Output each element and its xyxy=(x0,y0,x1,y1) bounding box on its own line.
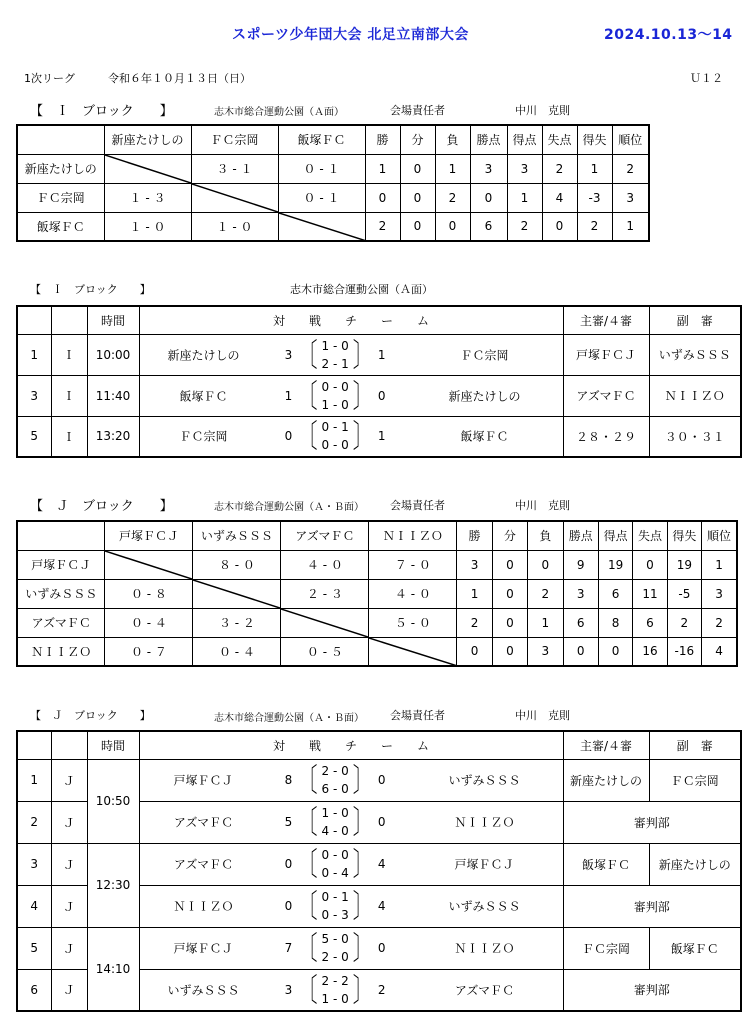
block-j-match-manager-label: 会場責任者 xyxy=(390,709,445,722)
team-name: ＮＩＩＺＯ xyxy=(17,637,105,666)
table-row xyxy=(17,927,741,969)
stat-points: 3 xyxy=(470,154,507,183)
table-row xyxy=(17,416,741,457)
stat-goals-against: 0 xyxy=(633,550,667,579)
col-no xyxy=(17,306,51,334)
half-2-score: 4 - 0 xyxy=(321,824,349,838)
stat-goals-against: 11 xyxy=(633,579,667,608)
match-time: 14:10 xyxy=(87,927,139,1011)
bracket-close: 〕 xyxy=(352,928,373,968)
age-category: Ｕ１２ xyxy=(690,72,723,85)
assistant-referee: ＦＣ宗岡 xyxy=(649,759,741,801)
match-result: ３ - ２ xyxy=(193,608,281,637)
stat-points: 3 xyxy=(563,579,598,608)
match-no: 4 xyxy=(17,885,51,927)
stat-goals-for: 3 xyxy=(507,154,542,183)
match-result: ２ - ３ xyxy=(281,579,369,608)
referee: ＦＣ宗岡 xyxy=(563,927,649,969)
match-date: 令和６年１０月１３日（日） xyxy=(108,72,251,85)
team-home: 戸塚ＦＣＪ xyxy=(173,773,234,788)
match-result: ５ - ０ xyxy=(369,608,457,637)
diagonal-cell xyxy=(191,183,278,212)
score-away: 4 xyxy=(377,899,386,913)
diagonal-cell xyxy=(104,154,191,183)
col-header: 勝 xyxy=(365,125,400,154)
stat-draw: 0 xyxy=(400,212,435,241)
table-row xyxy=(17,843,741,885)
stat-points: 0 xyxy=(470,183,507,212)
match-block: Ｊ xyxy=(51,759,87,801)
table-row xyxy=(17,550,737,579)
block-i-manager-label: 会場責任者 xyxy=(390,104,445,117)
col-match: 対 戦 チ ー ム xyxy=(139,306,563,334)
table-row xyxy=(17,212,649,241)
match-result: ３ - １ xyxy=(191,154,278,183)
match-pairing xyxy=(139,885,563,927)
team-name: ＦＣ宗岡 xyxy=(17,183,104,212)
score-box xyxy=(282,378,389,414)
bracket-close: 〕 xyxy=(352,760,373,800)
match-pairing xyxy=(139,334,563,375)
referee: 戸塚ＦＣＪ xyxy=(563,334,649,375)
col-header: ＮＩＩＺＯ xyxy=(369,521,457,550)
col-block xyxy=(51,306,87,334)
half-1-score: 0 - 1 xyxy=(321,890,349,904)
col-referee: 主審/４審 xyxy=(563,306,649,334)
assistant-referee: いずみＳＳＳ xyxy=(649,334,741,375)
half-1-score: 2 - 2 xyxy=(321,973,349,988)
col-time: 時間 xyxy=(87,731,139,759)
match-block: Ｉ xyxy=(51,416,87,457)
score-home: 3 xyxy=(284,347,293,362)
team-name: いずみＳＳＳ xyxy=(17,579,105,608)
referee-merged: 審判部 xyxy=(563,801,741,843)
match-block: Ｊ xyxy=(51,843,87,885)
team-away: 飯塚ＦＣ xyxy=(460,429,509,444)
bracket-open: 〔 xyxy=(297,760,318,800)
half-1-score: 1 - 0 xyxy=(321,338,349,353)
match-time: 12:30 xyxy=(87,843,139,927)
stat-goals-for: 2 xyxy=(507,212,542,241)
table-row xyxy=(17,334,741,375)
bracket-open: 〔 xyxy=(297,844,318,884)
col-header: 得点 xyxy=(507,125,542,154)
team-away: いずみＳＳＳ xyxy=(448,899,521,914)
table-row xyxy=(17,608,737,637)
match-result: ７ - ０ xyxy=(369,550,457,579)
block-j-venue: 志木市総合運動公園（Ａ・Ｂ面） xyxy=(214,502,364,513)
match-result: １ - ０ xyxy=(104,212,191,241)
team-away: ＦＣ宗岡 xyxy=(460,348,509,362)
block-j-match-label: 【 Ｊ ブロック 】 xyxy=(30,709,151,722)
team-away: 戸塚ＦＣＪ xyxy=(454,857,515,872)
stat-win: 0 xyxy=(457,637,492,666)
score-box xyxy=(282,418,389,454)
block-i-manager-name: 中川 克則 xyxy=(515,104,570,117)
col-header: 負 xyxy=(528,521,563,550)
stat-goal-diff: 1 xyxy=(577,154,612,183)
bracket-close: 〕 xyxy=(352,335,373,374)
score-away: 0 xyxy=(377,941,386,955)
match-time: 10:00 xyxy=(87,334,139,375)
half-2-score: 0 - 3 xyxy=(321,908,349,922)
assistant-referee: 新座たけしの xyxy=(649,843,741,885)
col-header: 得失 xyxy=(577,125,612,154)
table-row xyxy=(17,637,737,666)
half-2-score: 1 - 0 xyxy=(321,397,349,412)
team-name: 戸塚ＦＣＪ xyxy=(17,550,105,579)
corner-cell xyxy=(17,125,104,154)
stat-goals-for: 6 xyxy=(598,579,632,608)
col-header: 失点 xyxy=(633,521,667,550)
referee-merged: 審判部 xyxy=(563,885,741,927)
stat-rank: 2 xyxy=(702,608,737,637)
match-block: Ｉ xyxy=(51,334,87,375)
match-result: ０ - １ xyxy=(278,183,365,212)
match-no: 3 xyxy=(17,843,51,885)
stat-draw: 0 xyxy=(400,183,435,212)
bracket-open: 〔 xyxy=(297,802,318,842)
score-home: 8 xyxy=(284,773,293,787)
stat-goals-for: 0 xyxy=(598,637,632,666)
score-box xyxy=(282,762,389,798)
stat-win: 1 xyxy=(365,154,400,183)
diagonal-cell xyxy=(369,637,457,666)
half-2-score: 2 - 0 xyxy=(321,950,349,964)
referee: 新座たけしの xyxy=(563,759,649,801)
col-assistant: 副 審 xyxy=(649,731,741,759)
bracket-open: 〔 xyxy=(297,928,318,968)
stat-points: 6 xyxy=(470,212,507,241)
score-box xyxy=(282,804,389,840)
block-j-label: 【 Ｊ ブロック 】 xyxy=(30,499,173,514)
half-2-score: 0 - 0 xyxy=(321,438,349,453)
team-away: ＮＩＩＺＯ xyxy=(454,815,515,830)
team-name: 新座たけしの xyxy=(17,154,104,183)
block-i-match-venue: 志木市総合運動公園（Ａ面） xyxy=(290,283,433,296)
team-away: ＮＩＩＺＯ xyxy=(454,941,515,956)
table-header-row xyxy=(17,521,737,550)
diagonal-cell xyxy=(281,608,369,637)
table-header-row xyxy=(17,306,741,334)
col-assistant: 副 審 xyxy=(649,306,741,334)
score-away: 0 xyxy=(377,388,386,403)
assistant-referee: ＮＩＩＺＯ xyxy=(649,375,741,416)
bracket-open: 〔 xyxy=(297,886,318,926)
bracket-open: 〔 xyxy=(297,376,318,415)
bracket-open: 〔 xyxy=(297,970,318,1009)
table-row xyxy=(17,375,741,416)
table-row xyxy=(17,154,649,183)
match-time: 10:50 xyxy=(87,759,139,843)
col-header: 得点 xyxy=(598,521,632,550)
stat-goal-diff: -16 xyxy=(667,637,701,666)
block-j-standings-table xyxy=(16,520,738,667)
match-result: １ - ３ xyxy=(104,183,191,212)
match-pairing xyxy=(139,416,563,457)
col-header: 新座たけしの xyxy=(104,125,191,154)
col-header: 勝 xyxy=(457,521,492,550)
stat-win: 2 xyxy=(365,212,400,241)
match-result: ０ - ７ xyxy=(105,637,193,666)
block-i-label: 【 Ｉ ブロック 】 xyxy=(30,104,173,119)
stat-goal-diff: 19 xyxy=(667,550,701,579)
stat-loss: 1 xyxy=(435,154,470,183)
half-1-score: 0 - 0 xyxy=(321,848,349,862)
stat-draw: 0 xyxy=(492,608,527,637)
col-header: 分 xyxy=(492,521,527,550)
stat-goals-against: 0 xyxy=(542,212,577,241)
match-block: Ｊ xyxy=(51,969,87,1011)
stat-goal-diff: -3 xyxy=(577,183,612,212)
bracket-open: 〔 xyxy=(297,335,318,374)
match-result: ０ - ４ xyxy=(105,608,193,637)
score-away: 4 xyxy=(377,857,386,871)
stat-draw: 0 xyxy=(492,637,527,666)
col-header: 失点 xyxy=(542,125,577,154)
tournament-dates: 2024.10.13～14 xyxy=(604,27,733,43)
half-2-score: 6 - 0 xyxy=(321,782,349,796)
bracket-close: 〕 xyxy=(352,802,373,842)
team-away: 新座たけしの xyxy=(448,389,521,403)
match-result: ０ - ８ xyxy=(105,579,193,608)
match-pairing xyxy=(139,801,563,843)
league-label: 1次リーグ xyxy=(24,72,75,85)
stat-draw: 0 xyxy=(400,154,435,183)
stat-win: 1 xyxy=(457,579,492,608)
bracket-close: 〕 xyxy=(352,886,373,926)
stat-goals-for: 8 xyxy=(598,608,632,637)
page-title: スポーツ少年団大会 北足立南部大会 xyxy=(232,27,469,43)
referee: ２８・２９ xyxy=(563,416,649,457)
col-header: 順位 xyxy=(612,125,649,154)
stat-loss: 2 xyxy=(528,579,563,608)
col-header: 飯塚ＦＣ xyxy=(278,125,365,154)
stat-rank: 3 xyxy=(612,183,649,212)
block-i-standings-table xyxy=(16,124,650,242)
score-home: 7 xyxy=(284,941,293,955)
col-match: 対 戦 チ ー ム xyxy=(139,731,563,759)
half-2-score: 0 - 4 xyxy=(321,866,349,880)
stat-loss: 1 xyxy=(528,608,563,637)
stat-goal-diff: 2 xyxy=(667,608,701,637)
table-row xyxy=(17,579,737,608)
stat-draw: 0 xyxy=(492,579,527,608)
stat-loss: 0 xyxy=(435,212,470,241)
table-row xyxy=(17,183,649,212)
match-time: 11:40 xyxy=(87,375,139,416)
stat-win: 3 xyxy=(457,550,492,579)
match-no: 6 xyxy=(17,969,51,1011)
assistant-referee: 飯塚ＦＣ xyxy=(649,927,741,969)
bracket-close: 〕 xyxy=(352,376,373,415)
stat-goals-against: 16 xyxy=(633,637,667,666)
stat-points: 9 xyxy=(563,550,598,579)
score-away: 2 xyxy=(377,982,386,997)
bracket-close: 〕 xyxy=(352,970,373,1009)
score-away: 1 xyxy=(377,347,386,362)
half-1-score: 2 - 0 xyxy=(321,764,349,778)
assistant-referee: ３０・３１ xyxy=(649,416,741,457)
stat-rank: 3 xyxy=(702,579,737,608)
match-block: Ｊ xyxy=(51,801,87,843)
stat-loss: 0 xyxy=(528,550,563,579)
match-result: ８ - ０ xyxy=(193,550,281,579)
referee-merged: 審判部 xyxy=(563,969,741,1011)
score-home: 0 xyxy=(284,899,293,913)
half-1-score: 5 - 0 xyxy=(321,932,349,946)
col-block xyxy=(51,731,87,759)
col-header: 分 xyxy=(400,125,435,154)
team-home: ＮＩＩＺＯ xyxy=(173,899,234,914)
stat-loss: 2 xyxy=(435,183,470,212)
stat-goals-for: 19 xyxy=(598,550,632,579)
match-result: ０ - ５ xyxy=(281,637,369,666)
half-1-score: 1 - 0 xyxy=(321,806,349,820)
stat-rank: 1 xyxy=(702,550,737,579)
col-header: アズマＦＣ xyxy=(281,521,369,550)
col-no xyxy=(17,731,51,759)
match-pairing xyxy=(139,969,563,1011)
team-home: 飯塚ＦＣ xyxy=(179,389,228,403)
team-home: 新座たけしの xyxy=(167,348,240,362)
score-box xyxy=(282,930,389,966)
table-row xyxy=(17,759,741,801)
team-home: アズマＦＣ xyxy=(173,857,234,872)
bracket-close: 〕 xyxy=(352,417,373,456)
score-away: 0 xyxy=(377,815,386,829)
stat-win: 2 xyxy=(457,608,492,637)
team-away: アズマＦＣ xyxy=(454,983,515,998)
bracket-open: 〔 xyxy=(297,417,318,456)
team-home: いずみＳＳＳ xyxy=(167,983,240,998)
block-j-manager-label: 会場責任者 xyxy=(390,499,445,512)
score-away: 0 xyxy=(377,773,386,787)
team-away: いずみＳＳＳ xyxy=(448,773,521,788)
match-no: 5 xyxy=(17,416,51,457)
col-header: 順位 xyxy=(702,521,737,550)
match-result: ０ - １ xyxy=(278,154,365,183)
match-result: ４ - ０ xyxy=(281,550,369,579)
stat-rank: 4 xyxy=(702,637,737,666)
block-j-manager-name: 中川 克則 xyxy=(515,499,570,512)
score-home: 0 xyxy=(284,857,293,871)
stat-points: 0 xyxy=(563,637,598,666)
team-name: 飯塚ＦＣ xyxy=(17,212,104,241)
bracket-close: 〕 xyxy=(352,844,373,884)
score-home: 5 xyxy=(284,815,293,829)
col-header: 戸塚ＦＣＪ xyxy=(105,521,193,550)
score-away: 1 xyxy=(377,429,386,444)
score-box xyxy=(282,972,389,1008)
match-no: 3 xyxy=(17,375,51,416)
stat-points: 6 xyxy=(563,608,598,637)
match-pairing xyxy=(139,759,563,801)
match-no: 1 xyxy=(17,334,51,375)
stat-goal-diff: -5 xyxy=(667,579,701,608)
block-i-venue: 志木市総合運動公園（Ａ面） xyxy=(214,107,344,118)
team-home: ＦＣ宗岡 xyxy=(179,429,228,444)
stat-loss: 3 xyxy=(528,637,563,666)
referee: アズマＦＣ xyxy=(563,375,649,416)
score-home: 0 xyxy=(284,429,293,444)
corner-cell xyxy=(17,521,105,550)
diagonal-cell xyxy=(278,212,365,241)
match-time: 13:20 xyxy=(87,416,139,457)
block-j-match-venue: 志木市総合運動公園（Ａ・Ｂ面） xyxy=(214,713,364,724)
col-header: 勝点 xyxy=(470,125,507,154)
score-home: 3 xyxy=(284,982,293,997)
match-no: 2 xyxy=(17,801,51,843)
diagonal-cell xyxy=(193,579,281,608)
team-home: 戸塚ＦＣＪ xyxy=(173,941,234,956)
stat-goal-diff: 2 xyxy=(577,212,612,241)
stat-goals-against: 2 xyxy=(542,154,577,183)
col-header: 勝点 xyxy=(563,521,598,550)
block-i-match-label: 【 Ｉ ブロック 】 xyxy=(30,283,151,296)
match-block: Ｉ xyxy=(51,375,87,416)
score-box xyxy=(282,337,389,373)
match-pairing xyxy=(139,375,563,416)
col-header: いずみＳＳＳ xyxy=(193,521,281,550)
match-pairing xyxy=(139,927,563,969)
col-header: 得失 xyxy=(667,521,701,550)
stat-goals-against: 4 xyxy=(542,183,577,212)
team-name: アズマＦＣ xyxy=(17,608,105,637)
match-block: Ｊ xyxy=(51,927,87,969)
stat-goals-against: 6 xyxy=(633,608,667,637)
half-2-score: 2 - 1 xyxy=(321,356,349,371)
col-header: 負 xyxy=(435,125,470,154)
block-j-match-manager-name: 中川 克則 xyxy=(515,709,570,722)
score-home: 1 xyxy=(284,388,293,403)
stat-goals-for: 1 xyxy=(507,183,542,212)
half-1-score: 0 - 0 xyxy=(321,379,349,394)
team-home: アズマＦＣ xyxy=(173,815,234,830)
match-no: 5 xyxy=(17,927,51,969)
table-header-row xyxy=(17,731,741,759)
stat-rank: 2 xyxy=(612,154,649,183)
half-2-score: 1 - 0 xyxy=(321,991,349,1006)
stat-win: 0 xyxy=(365,183,400,212)
match-block: Ｊ xyxy=(51,885,87,927)
block-j-match-table xyxy=(16,730,742,1012)
col-header: ＦＣ宗岡 xyxy=(191,125,278,154)
diagonal-cell xyxy=(105,550,193,579)
stat-rank: 1 xyxy=(612,212,649,241)
col-referee: 主審/４審 xyxy=(563,731,649,759)
referee: 飯塚ＦＣ xyxy=(563,843,649,885)
match-result: ４ - ０ xyxy=(369,579,457,608)
match-no: 1 xyxy=(17,759,51,801)
stat-draw: 0 xyxy=(492,550,527,579)
score-box xyxy=(282,846,389,882)
table-header-row xyxy=(17,125,649,154)
match-pairing xyxy=(139,843,563,885)
half-1-score: 0 - 1 xyxy=(321,420,349,435)
match-result: １ - ０ xyxy=(191,212,278,241)
match-result: ０ - ４ xyxy=(193,637,281,666)
block-i-match-table xyxy=(16,305,742,458)
score-box xyxy=(282,888,389,924)
col-time: 時間 xyxy=(87,306,139,334)
